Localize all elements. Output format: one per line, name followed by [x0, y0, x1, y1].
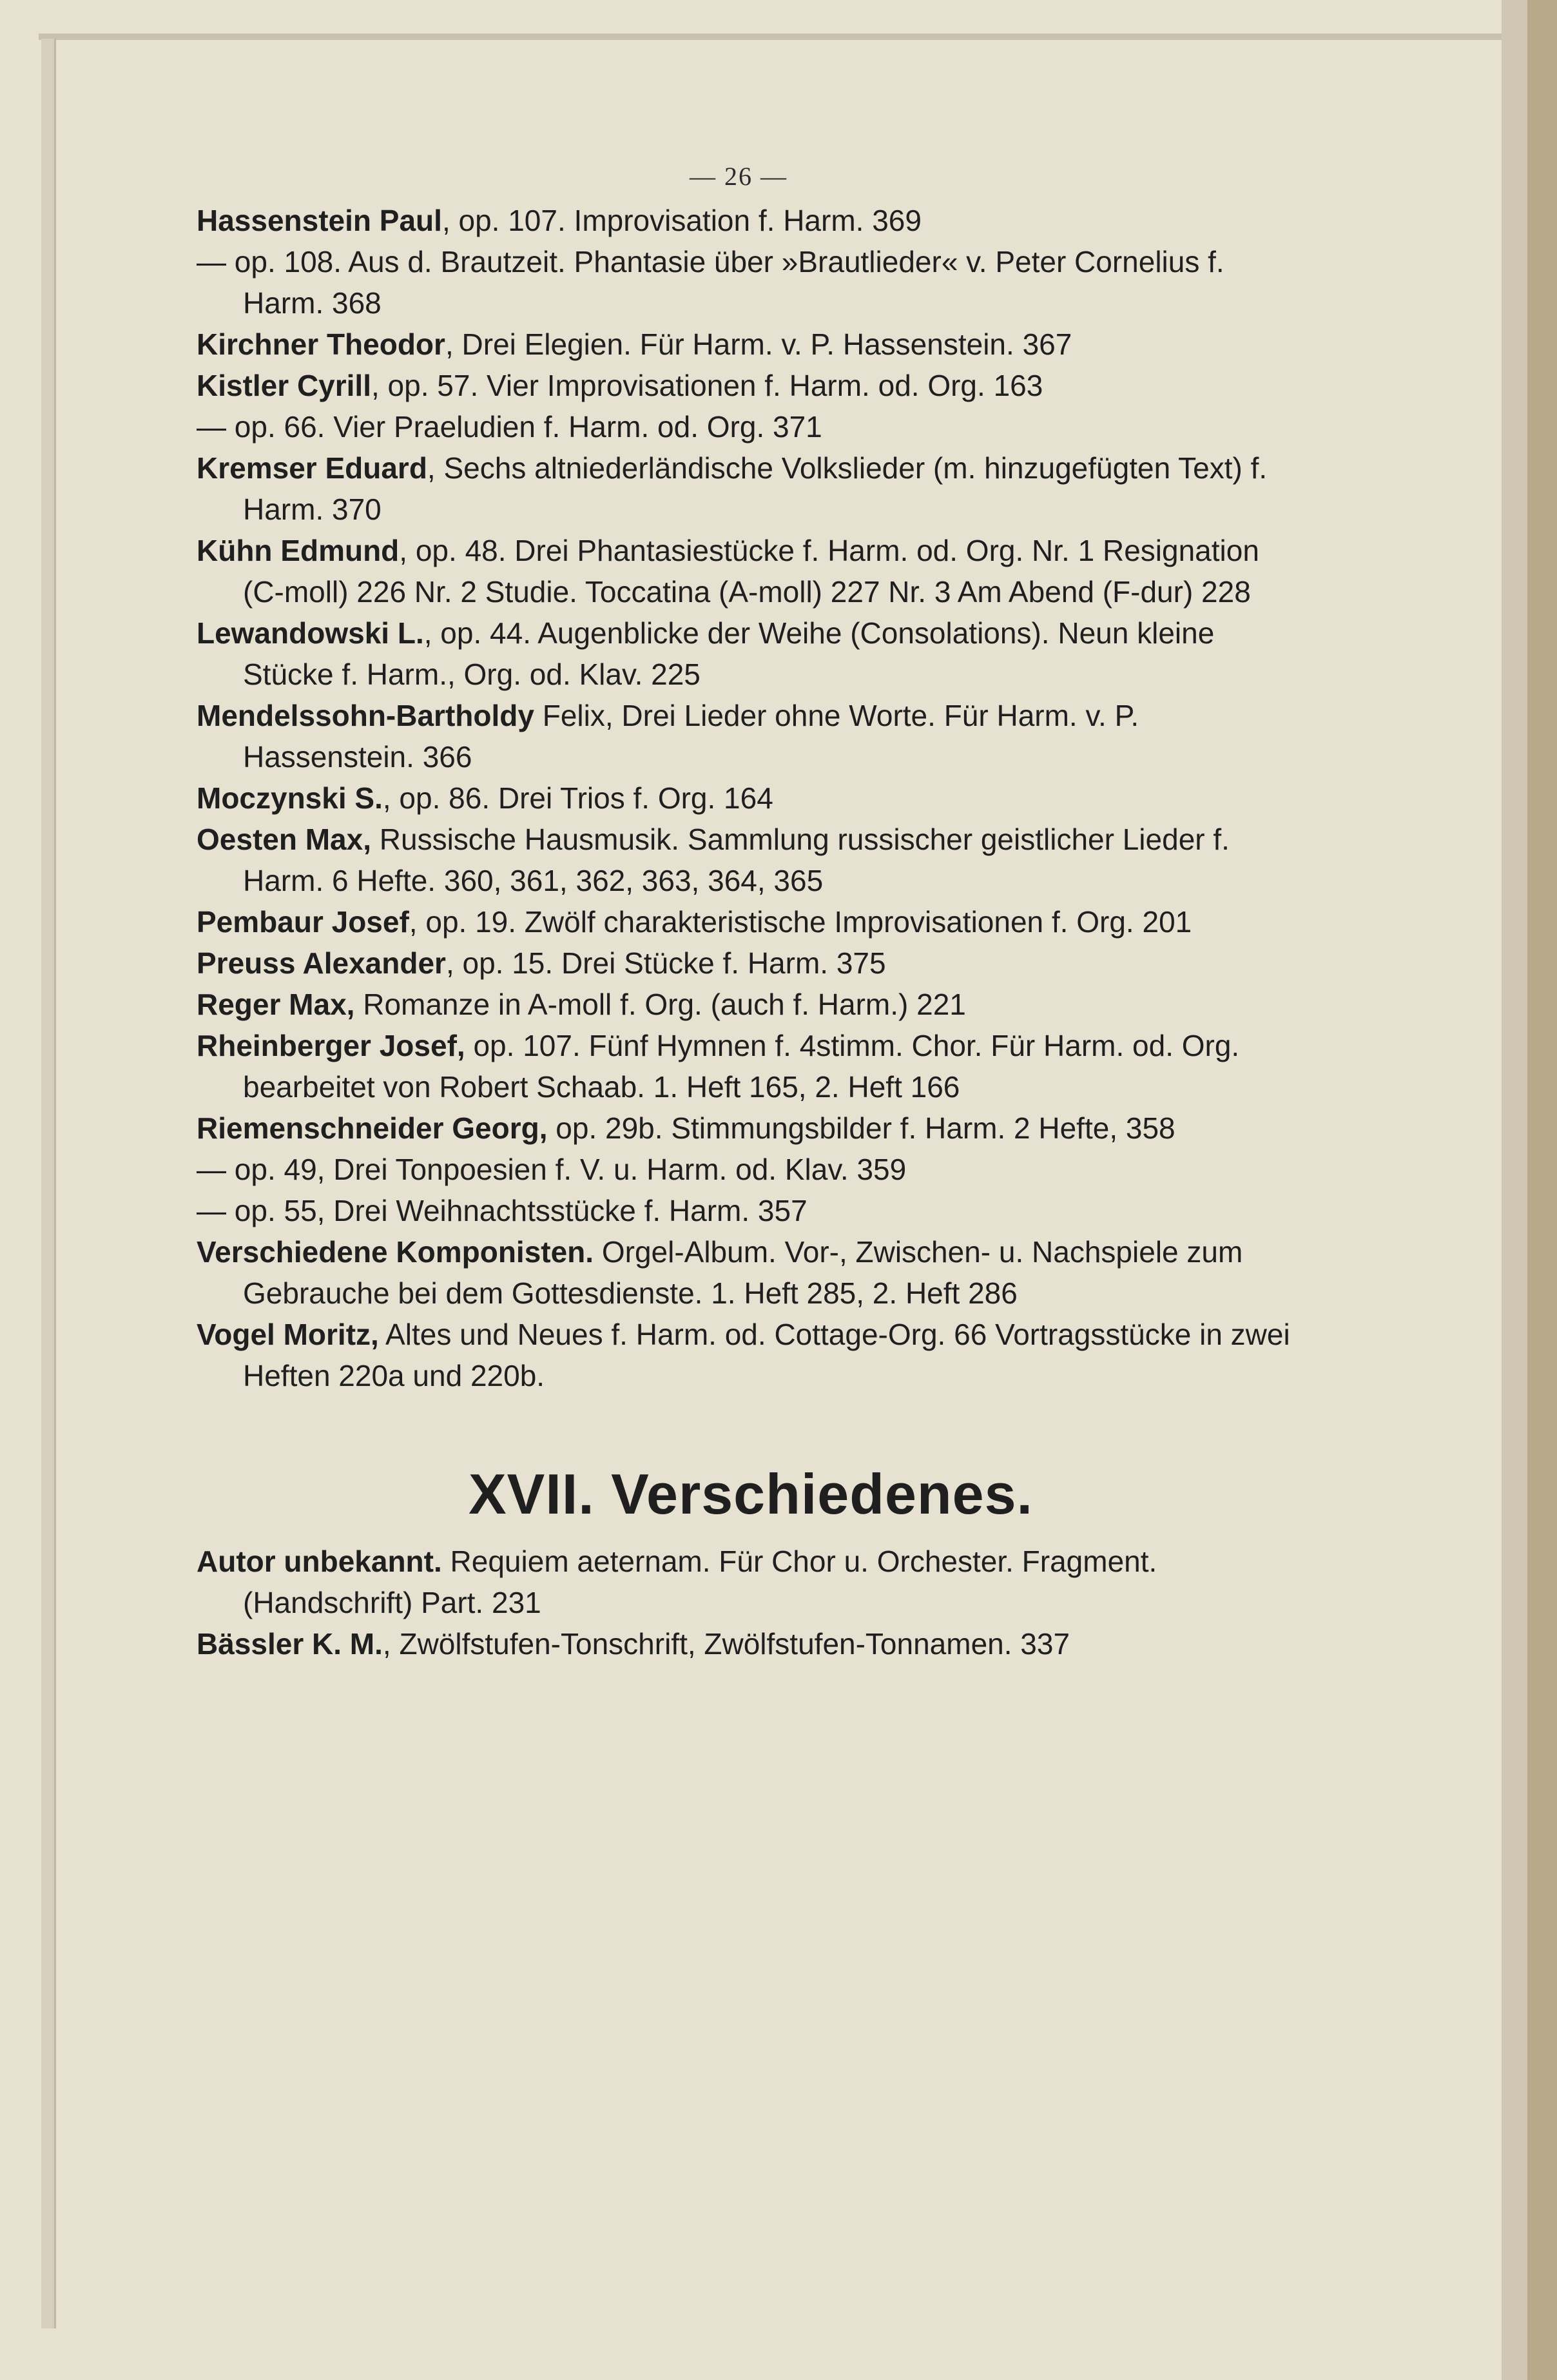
composer-name: Reger Max, [197, 988, 355, 1021]
entry-text: — op. 49, Drei Tonpoesien f. V. u. Harm. od. Klav. 359 [197, 1153, 907, 1186]
entry-text: Requiem aeternam. Für Chor u. Orchester. Fragment. (Handschrift) Part. 231 [243, 1545, 1157, 1619]
composer-name: Mendelssohn-Bartholdy [197, 699, 534, 732]
catalog-entry [197, 612, 1305, 695]
page-edge-left [41, 39, 56, 2328]
composer-name: Riemenschneider Georg, [197, 1111, 548, 1145]
catalog-entry [197, 1541, 1305, 1623]
section-entry-list [197, 1541, 1305, 1664]
catalog-entry [197, 241, 1305, 324]
catalog-entry [197, 324, 1305, 365]
composer-name: Kirchner Theodor [197, 327, 445, 361]
background-edge [1527, 0, 1557, 2380]
catalog-entry [197, 1025, 1305, 1107]
catalog-entry [197, 777, 1305, 819]
entry-text: Altes und Neues f. Harm. od. Cottage-Org. 66 Vortragsstücke in zwei Heften 220a und 220b. [243, 1318, 1290, 1392]
catalog-entry [197, 1149, 1305, 1190]
catalog-entry [197, 901, 1305, 942]
composer-name: Oesten Max, [197, 823, 371, 856]
catalog-entry [197, 942, 1305, 984]
entry-text: , op. 48. Drei Phantasiestücke f. Harm. od. Org. Nr. 1 Resignation (C-moll) 226 Nr. 2 Studie. Toccatina (A-moll) 227 Nr. 3 Am Abend (F-dur) 228 [243, 534, 1259, 609]
catalog-entry [197, 695, 1305, 777]
catalog-entry [197, 819, 1305, 901]
book-spine [1502, 0, 1527, 2380]
composer-name: Preuss Alexander [197, 946, 446, 980]
entry-text: op. 107. Fünf Hymnen f. 4stimm. Chor. Für Harm. od. Org. bearbeitet von Robert Schaab. 1. Heft 165, 2. Heft 166 [243, 1029, 1240, 1104]
page-edge-top [39, 34, 1527, 40]
catalog-entry [197, 984, 1305, 1025]
catalog-entry [197, 1190, 1305, 1231]
entry-text: — op. 66. Vier Praeludien f. Harm. od. Org. 371 [197, 410, 822, 444]
entry-text: , op. 57. Vier Improvisationen f. Harm. od. Org. 163 [371, 369, 1043, 402]
entry-text: , op. 19. Zwölf charakteristische Improvisationen f. Org. 201 [409, 905, 1192, 939]
entry-list [197, 200, 1305, 1396]
composer-name: Verschiedene Komponisten. [197, 1235, 594, 1269]
catalog-entry [197, 530, 1305, 612]
catalog-entry [197, 447, 1305, 530]
entry-text: , Sechs altniederländische Volkslieder (m. hinzugefügten Text) f. Harm. 370 [243, 451, 1268, 526]
entry-text: , op. 44. Augenblicke der Weihe (Consolations). Neun kleine Stücke f. Harm., Org. od. Klav. 225 [243, 616, 1215, 691]
entry-text: , Drei Elegien. Für Harm. v. P. Hassenstein. 367 [445, 327, 1072, 361]
entry-text: , op. 107. Improvisation f. Harm. 369 [441, 204, 922, 237]
page-number: — 26 — [690, 162, 788, 191]
composer-name: Kremser Eduard [197, 451, 427, 485]
composer-name: Kistler Cyrill [197, 369, 371, 402]
composer-name: Vogel Moritz, [197, 1318, 379, 1351]
entry-text: Orgel-Album. Vor-, Zwischen- u. Nachspiele zum Gebrauche bei dem Gottesdienste. 1. Heft 285, 2. Heft 286 [243, 1235, 1243, 1310]
catalog-entry [197, 1623, 1305, 1664]
entry-text: Felix, Drei Lieder ohne Worte. Für Harm. v. P. Hassenstein. 366 [243, 699, 1139, 774]
catalog-entry [197, 1107, 1305, 1149]
entry-text: — op. 108. Aus d. Brautzeit. Phantasie über »Brautlieder« v. Peter Cornelius f. Harm. 368 [197, 245, 1224, 320]
catalog-entry [197, 1314, 1305, 1396]
composer-name: Autor unbekannt. [197, 1545, 442, 1578]
catalog-entry [197, 365, 1305, 406]
catalog-content [197, 200, 1305, 1664]
entry-text: Romanze in A-moll f. Org. (auch f. Harm.) 221 [354, 988, 966, 1021]
entry-text: , op. 15. Drei Stücke f. Harm. 375 [445, 946, 886, 980]
composer-name: Bässler K. M. [197, 1627, 383, 1661]
composer-name: Lewandowski L. [197, 616, 424, 650]
entry-text: — op. 55, Drei Weihnachtsstücke f. Harm. 357 [197, 1194, 808, 1227]
entry-text: Russische Hausmusik. Sammlung russischer geistlicher Lieder f. Harm. 6 Hefte. 360, 361, 362, 363, 364, 365 [243, 823, 1230, 897]
composer-name: Hassenstein Paul [197, 204, 442, 237]
entry-text: , op. 86. Drei Trios f. Org. 164 [382, 781, 773, 815]
composer-name: Moczynski S. [197, 781, 383, 815]
section-title: XVII. Verschiedenes. [468, 1462, 1034, 1526]
composer-name: Rheinberger Josef, [197, 1029, 465, 1062]
entry-text: , Zwölfstufen-Tonschrift, Zwölfstufen-Tonnamen. 337 [382, 1627, 1070, 1661]
catalog-entry [197, 406, 1305, 447]
composer-name: Pembaur Josef [197, 905, 409, 939]
catalog-entry [197, 1231, 1305, 1314]
composer-name: Kühn Edmund [197, 534, 400, 567]
catalog-entry [197, 200, 1305, 241]
entry-text: op. 29b. Stimmungsbilder f. Harm. 2 Hefte, 358 [547, 1111, 1175, 1145]
